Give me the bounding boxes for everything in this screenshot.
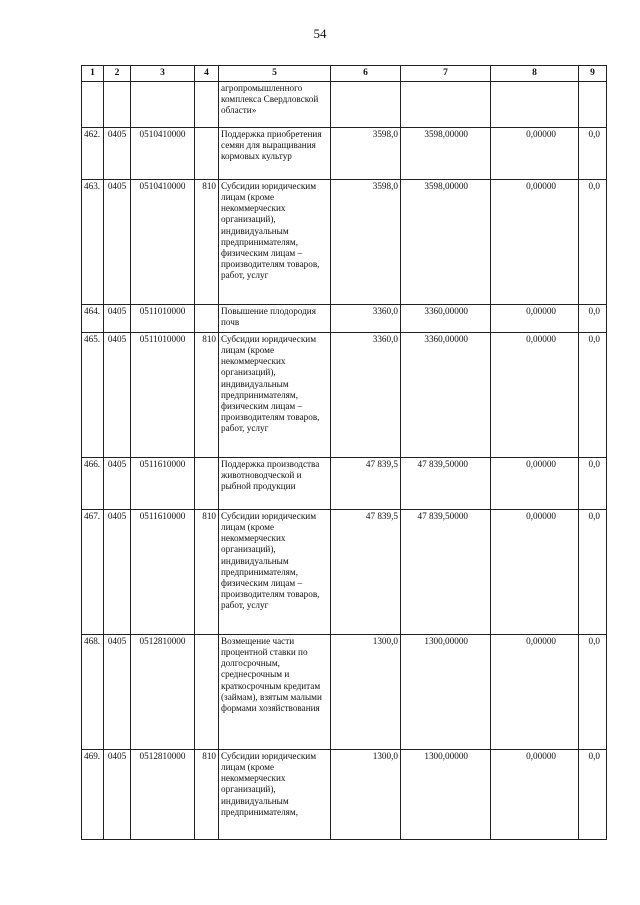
amount-col8: 0,00000 — [491, 510, 579, 635]
section-code: 0405 — [104, 128, 131, 180]
amount-col8: 0,00000 — [491, 458, 579, 510]
row-number: 464. — [82, 305, 104, 333]
section-code — [104, 82, 131, 128]
target-code — [131, 82, 195, 128]
target-code: 0510410000 — [131, 128, 195, 180]
table-row — [82, 180, 607, 305]
target-code: 0511610000 — [131, 458, 195, 510]
amount-col9: 0,0 — [579, 510, 607, 635]
column-header-4: 4 — [195, 66, 219, 82]
table-header-row — [82, 66, 607, 82]
amount-col6: 3360,0 — [331, 333, 401, 458]
item-name: Субсидии юридическим лицам (кроме некоммерческих организаций), индивидуальным предпринимателям, физическим лицам – производителям товаров, работ, услуг — [219, 333, 331, 458]
table-row — [82, 750, 607, 840]
expense-type — [195, 128, 219, 180]
row-number — [82, 82, 104, 128]
table-row — [82, 305, 607, 333]
item-name: Субсидии юридическим лицам (кроме некоммерческих организаций), индивидуальным предпринимателям, физическим лицам – производителям товаров, работ, услуг — [219, 510, 331, 635]
item-name: Поддержка приобретения семян для выращивания кормовых культур — [219, 128, 331, 180]
budget-table — [81, 65, 607, 840]
section-code: 0405 — [104, 333, 131, 458]
amount-col7: 47 839,50000 — [401, 458, 491, 510]
table-body — [82, 82, 607, 840]
amount-col9: 0,0 — [579, 305, 607, 333]
amount-col7: 1300,00000 — [401, 635, 491, 750]
target-code: 0511010000 — [131, 333, 195, 458]
amount-col6: 47 839,5 — [331, 510, 401, 635]
column-header-1: 1 — [82, 66, 104, 82]
column-header-8: 8 — [491, 66, 579, 82]
table-row — [82, 333, 607, 458]
column-header-2: 2 — [104, 66, 131, 82]
row-number: 462. — [82, 128, 104, 180]
row-number: 468. — [82, 635, 104, 750]
target-code: 0510410000 — [131, 180, 195, 305]
expense-type — [195, 82, 219, 128]
column-header-6: 6 — [331, 66, 401, 82]
amount-col8: 0,00000 — [491, 128, 579, 180]
amount-col9: 0,0 — [579, 180, 607, 305]
section-code: 0405 — [104, 180, 131, 305]
target-code: 0511010000 — [131, 305, 195, 333]
amount-col9: 0,0 — [579, 128, 607, 180]
amount-col8: 0,00000 — [491, 305, 579, 333]
item-name: Поддержка производства животноводческой и рыбной продукции — [219, 458, 331, 510]
amount-col6: 3598,0 — [331, 128, 401, 180]
row-number: 469. — [82, 750, 104, 840]
item-name: агропромышленного комплекса Свердловской области» — [219, 82, 331, 128]
item-name: Субсидии юридическим лицам (кроме некоммерческих организаций), индивидуальным предпринимателям, — [219, 750, 331, 840]
item-name: Повышение плодородия почв — [219, 305, 331, 333]
row-number: 465. — [82, 333, 104, 458]
amount-col8: 0,00000 — [491, 750, 579, 840]
amount-col9: 0,0 — [579, 750, 607, 840]
amount-col9: 0,0 — [579, 333, 607, 458]
expense-type: 810 — [195, 333, 219, 458]
amount-col7: 1300,00000 — [401, 750, 491, 840]
expense-type: 810 — [195, 510, 219, 635]
amount-col6: 1300,0 — [331, 635, 401, 750]
amount-col9: 0,0 — [579, 635, 607, 750]
section-code: 0405 — [104, 305, 131, 333]
table-row — [82, 128, 607, 180]
row-number: 467. — [82, 510, 104, 635]
amount-col7 — [401, 82, 491, 128]
target-code: 0511610000 — [131, 510, 195, 635]
target-code: 0512810000 — [131, 635, 195, 750]
amount-col9 — [579, 82, 607, 128]
expense-type — [195, 305, 219, 333]
column-header-5: 5 — [219, 66, 331, 82]
amount-col7: 3598,00000 — [401, 128, 491, 180]
amount-col8 — [491, 82, 579, 128]
amount-col8: 0,00000 — [491, 333, 579, 458]
expense-type: 810 — [195, 750, 219, 840]
item-name: Субсидии юридическим лицам (кроме некоммерческих организаций), индивидуальным предпринимателям, физическим лицам – производителям товаров, работ, услуг — [219, 180, 331, 305]
table-row — [82, 82, 607, 128]
amount-col6: 47 839,5 — [331, 458, 401, 510]
amount-col6 — [331, 82, 401, 128]
amount-col6: 1300,0 — [331, 750, 401, 840]
expense-type — [195, 635, 219, 750]
section-code: 0405 — [104, 750, 131, 840]
section-code: 0405 — [104, 510, 131, 635]
column-header-9: 9 — [579, 66, 607, 82]
amount-col7: 3360,00000 — [401, 305, 491, 333]
section-code: 0405 — [104, 458, 131, 510]
expense-type: 810 — [195, 180, 219, 305]
target-code: 0512810000 — [131, 750, 195, 840]
page-number: 54 — [313, 26, 327, 41]
column-header-3: 3 — [131, 66, 195, 82]
table-row — [82, 510, 607, 635]
amount-col7: 3360,00000 — [401, 333, 491, 458]
amount-col7: 47 839,50000 — [401, 510, 491, 635]
amount-col9: 0,0 — [579, 458, 607, 510]
section-code: 0405 — [104, 635, 131, 750]
item-name: Возмещение части процентной ставки по долгосрочным, среднесрочным и краткосрочным кредитам (займам), взятым малыми формами хозяйствования — [219, 635, 331, 750]
amount-col8: 0,00000 — [491, 635, 579, 750]
table-row — [82, 635, 607, 750]
amount-col7: 3598,00000 — [401, 180, 491, 305]
amount-col6: 3598,0 — [331, 180, 401, 305]
expense-type — [195, 458, 219, 510]
row-number: 466. — [82, 458, 104, 510]
amount-col6: 3360,0 — [331, 305, 401, 333]
row-number: 463. — [82, 180, 104, 305]
table-row — [82, 458, 607, 510]
column-header-7: 7 — [401, 66, 491, 82]
amount-col8: 0,00000 — [491, 180, 579, 305]
